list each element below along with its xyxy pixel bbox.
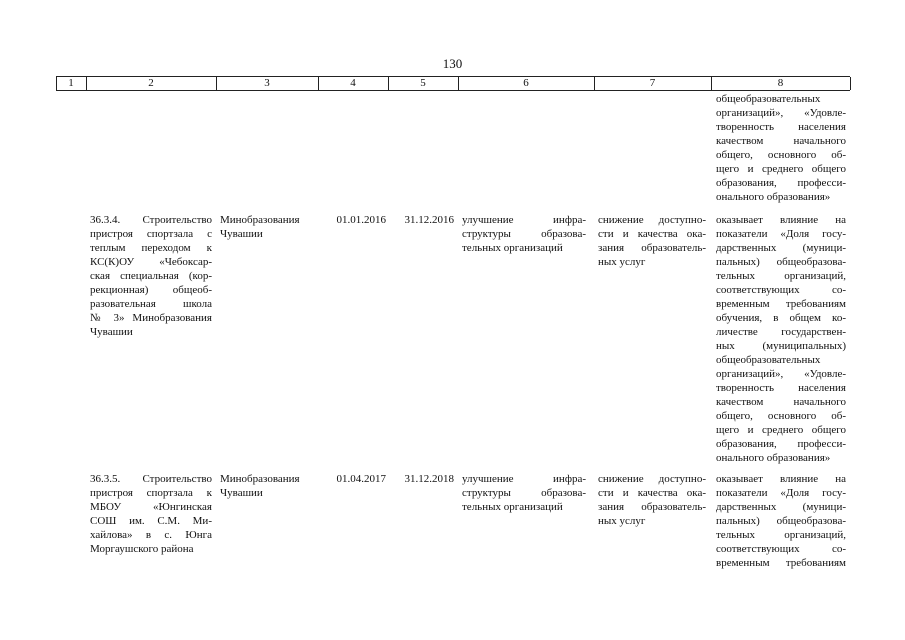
text-line: соответствующих со- [716,284,846,296]
responsible-executor-cell [220,213,316,241]
text-line: тельных организаций, [716,529,846,541]
text-line: разовательная школа [90,298,212,310]
text-line: показатели «Доля госу- [716,228,846,240]
text-line: обучения, в общем ко- [716,312,846,324]
text-line: зания образователь- [598,242,706,254]
text-line: Минобразования [220,214,300,226]
text-line: сти и качества ока- [598,228,706,240]
text-line: Минобразования [220,473,300,485]
text-line: тельных организаций, [716,270,846,282]
text-line: качеством начального [716,135,846,147]
text-line: щего и среднего общего [716,163,846,175]
text-line: ская специальная (кор- [90,270,212,282]
text-line: пальных) общеобразова- [716,256,846,268]
text-line: Чувашии [90,326,133,338]
text-line: хайлова» в с. Юнга [90,529,212,541]
text-line: общеобразовательных [716,93,821,105]
text-line: образования, професси- [716,438,846,450]
text-line: ных услуг [598,515,646,527]
text-line: структуры образова- [462,228,586,240]
text-line: СОШ им. С.М. Ми- [90,515,212,527]
end-date-cell: 31.12.2018 [404,473,454,485]
column-number-6: 6 [523,77,529,89]
text-line: личестве государствен- [716,326,846,338]
text-line: онального образования» [716,191,831,203]
column-number-5: 5 [420,77,426,89]
column-number-1: 1 [68,77,74,89]
header-bottom-rule [56,90,850,91]
non-implementation-consequences-cell [598,213,706,269]
text-line: оказывает влияние на [716,473,846,485]
text-line: дарственных (муници- [716,242,846,254]
column-number-2: 2 [148,77,154,89]
text-line: оказывает влияние на [716,214,846,226]
text-line: Моргаушского района [90,543,194,555]
text-line: № 3» Минобразования [90,312,212,324]
text-line: Чувашии [220,228,263,240]
text-line: качеством начального [716,396,846,408]
text-line: тельных организаций [462,501,563,513]
text-line: улучшение инфра- [462,214,586,226]
measure-name-cell [90,472,212,556]
text-line: пристроя спортзала с [90,228,212,240]
text-line: сти и качества ока- [598,487,706,499]
column-divider [850,77,851,90]
text-line: структуры образова- [462,487,586,499]
responsible-executor-cell [220,472,316,500]
column-number-8: 8 [777,77,784,89]
start-date-cell: 01.04.2017 [336,473,386,485]
text-line: общего, основного об- [716,410,846,422]
text-line: ных (муниципальных) [716,340,846,352]
text-line: общего, основного об- [716,149,846,161]
text-line: временным требованиям [716,557,846,569]
text-line: пристроя спортзала к [90,487,212,499]
text-line: теплым переходом к [90,242,212,254]
text-line: 36.3.4. Строительство [90,214,212,226]
text-line: соответствующих со- [716,543,846,555]
text-line: тельных организаций [462,242,563,254]
start-date-cell: 01.01.2016 [336,214,386,226]
text-line: зания образователь- [598,501,706,513]
text-line: 36.3.5. Строительство [90,473,212,485]
continuation-cell-col8 [716,92,846,204]
text-line: ных услуг [598,256,646,268]
text-line: снижение доступно- [598,473,706,485]
column-number-3: 3 [264,77,270,89]
text-line: дарственных (муници- [716,501,846,513]
text-line: творенность населения [716,121,846,133]
text-line: онального образования» [716,452,831,464]
text-line: организаций», «Удовле- [716,368,846,380]
text-line: рекционная) общеоб- [90,284,212,296]
text-line: временным требованиям [716,298,846,310]
expected-result-cell [462,472,586,514]
expected-result-cell [462,213,586,255]
text-line: общеобразовательных [716,354,821,366]
indicator-link-cell [716,472,846,570]
text-line: МБОУ «Юнгинская [90,501,212,513]
text-line: Чувашии [220,487,263,499]
text-line: образования, професси- [716,177,846,189]
text-line: творенность населения [716,382,846,394]
column-number-7: 7 [649,77,656,89]
text-line: пальных) общеобразова- [716,515,846,527]
column-number-4: 4 [350,77,356,89]
non-implementation-consequences-cell [598,472,706,528]
end-date-cell: 31.12.2016 [404,214,454,226]
text-line: показатели «Доля госу- [716,487,846,499]
text-line: снижение доступно- [598,214,706,226]
text-line: организаций», «Удовле- [716,107,846,119]
text-line: улучшение инфра- [462,473,586,485]
indicator-link-cell [716,213,846,465]
page-number: 130 [442,56,463,71]
text-line: щего и среднего общего [716,424,846,436]
text-line: КС(К)ОУ «Чебоксар- [90,256,212,268]
measure-name-cell [90,213,212,339]
